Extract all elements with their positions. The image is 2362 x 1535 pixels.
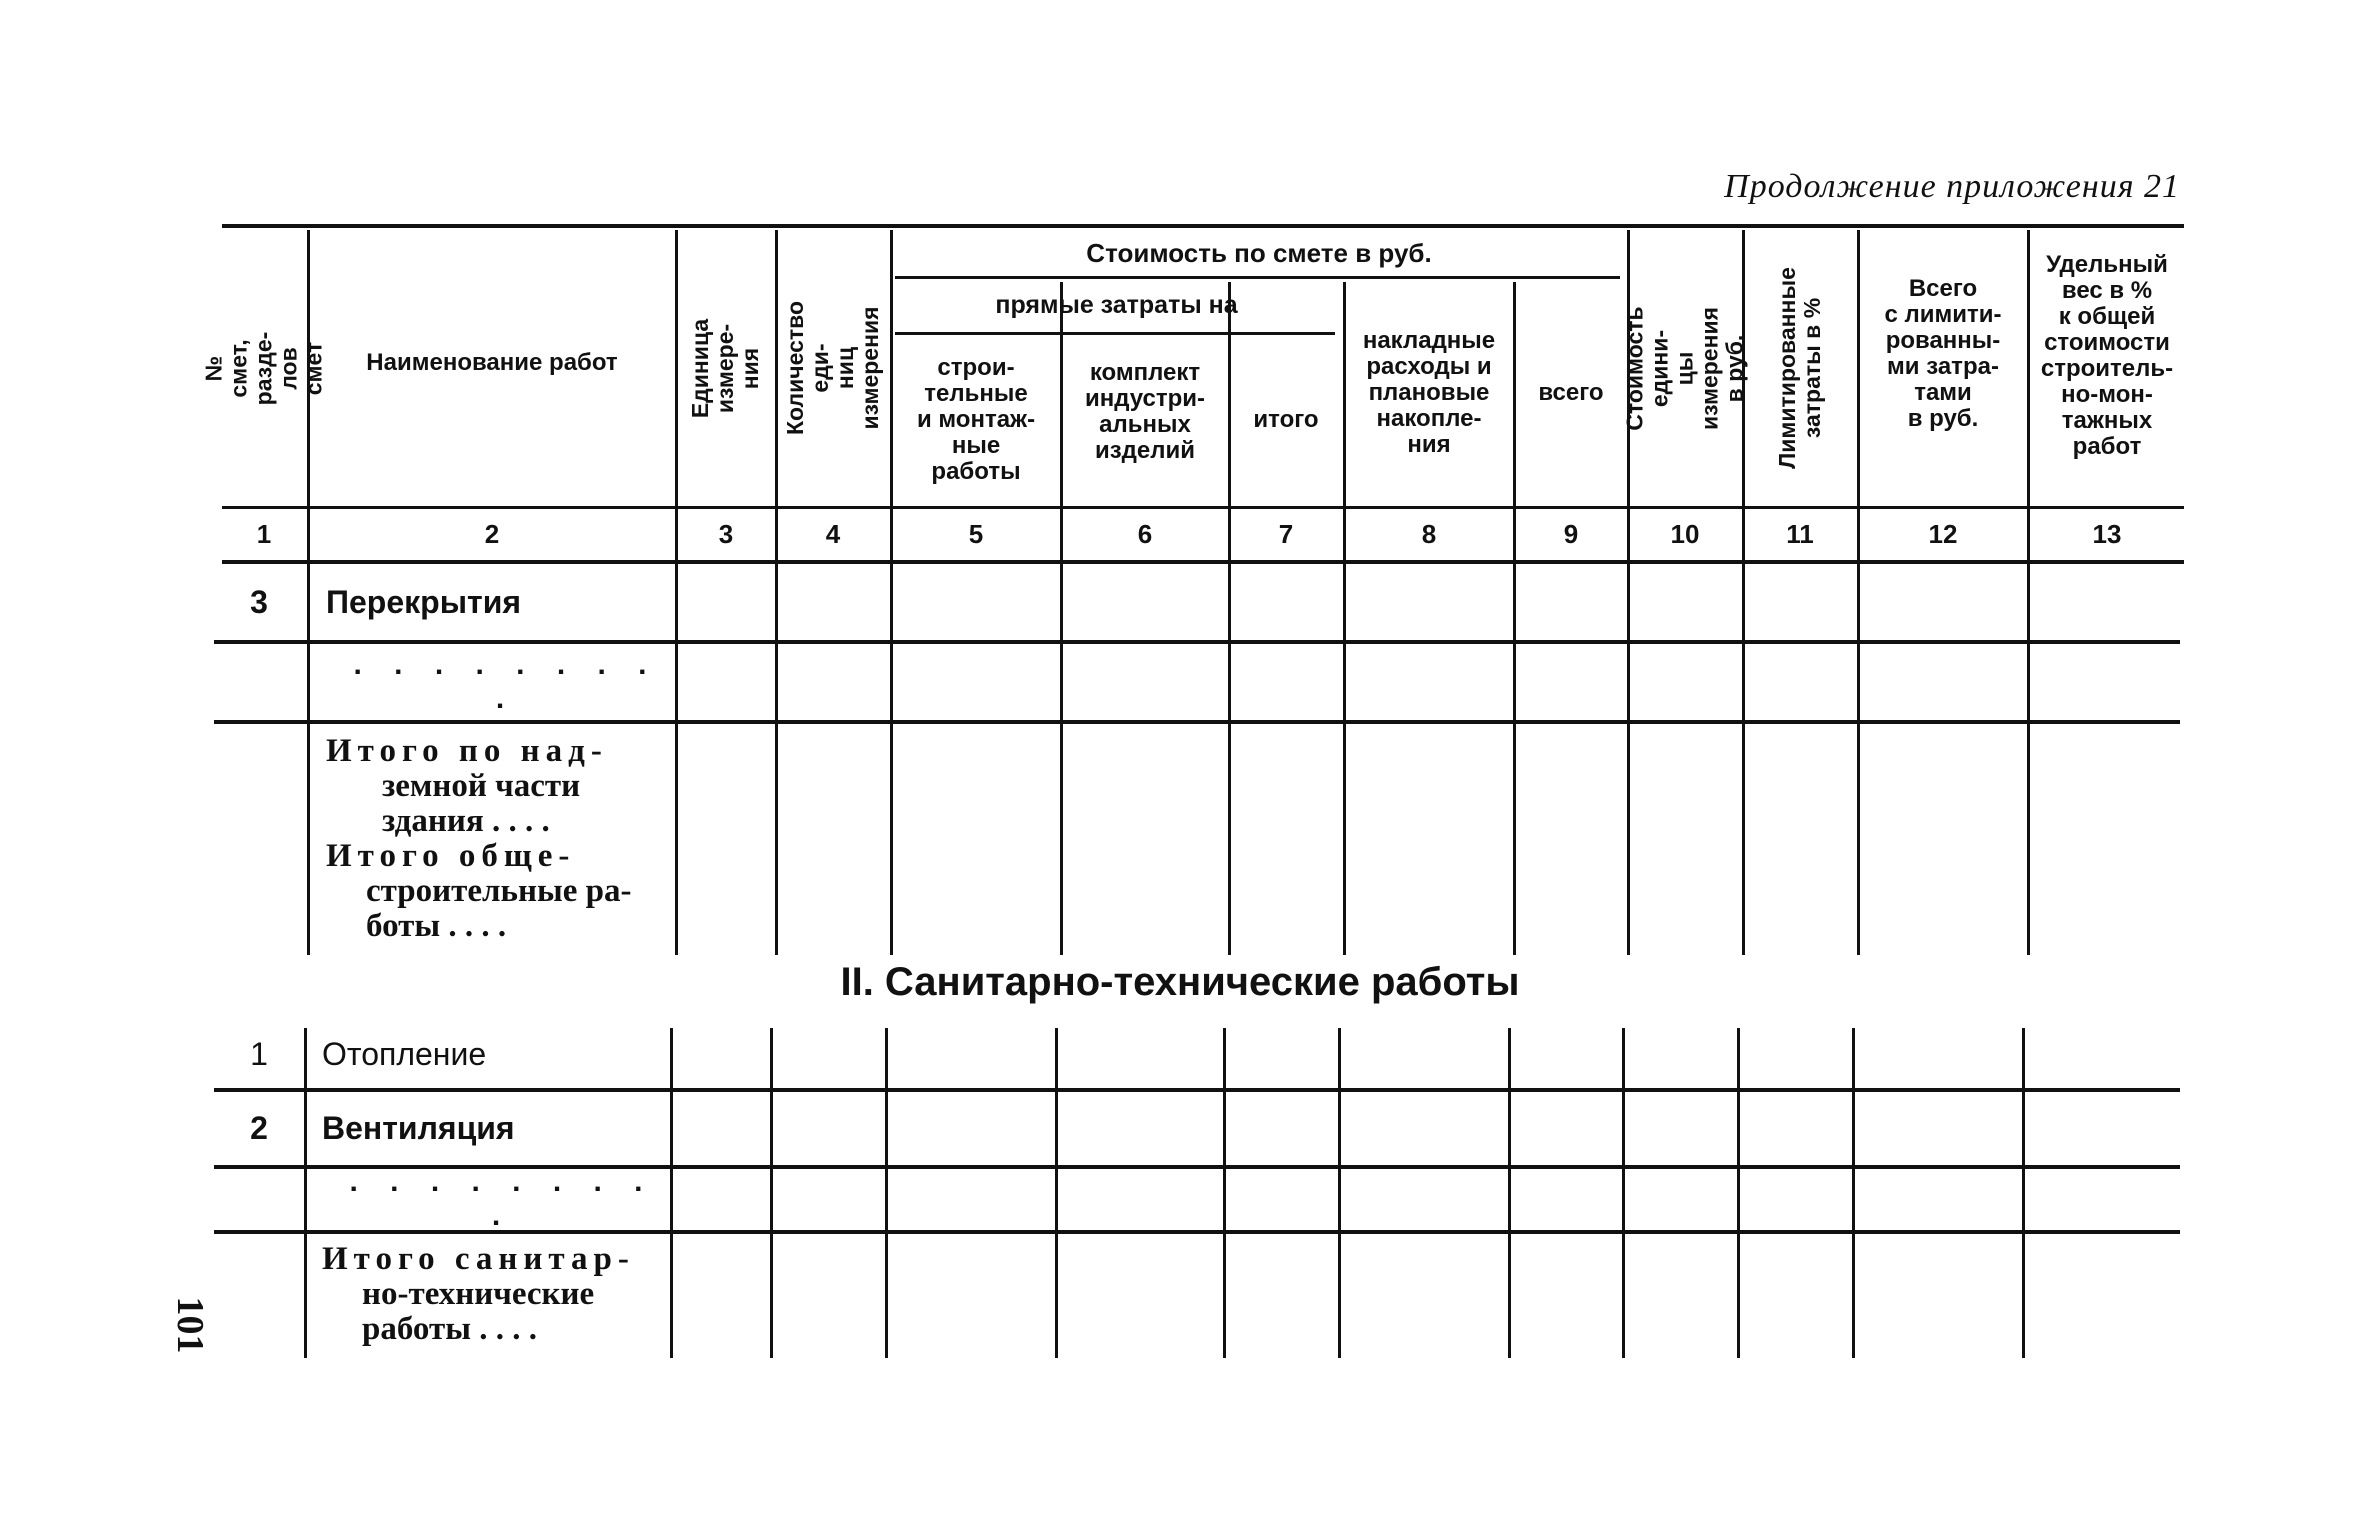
column-number: 10 <box>1670 518 1700 549</box>
header-unit-cost: Стоимость едини- цы измерения в руб. <box>1621 305 1748 431</box>
header-bottom-rule <box>222 506 2184 509</box>
row-work-name: Перекрытия <box>326 583 522 620</box>
col-sep-7-part2 <box>1338 1028 1341 1358</box>
col-sep-8-part2 <box>1508 1028 1511 1358</box>
col-sep-3-part2 <box>770 1028 773 1358</box>
header-share-percent: Удельный вес в % к общей стоимости строитель- но-мон- тажных работ <box>2040 251 2174 460</box>
col-sep-9-part2 <box>1622 1028 1625 1358</box>
row-section-number: 1 <box>250 1035 268 1072</box>
column-number: 4 <box>825 518 841 549</box>
column-number: 8 <box>1421 518 1437 549</box>
header-total-with-limited: Всего с лимити- рованны- ми затра- тами в руб. <box>1884 275 2002 432</box>
cost-group-rule <box>895 276 1620 279</box>
header-quantity: Количество еди- ниц измерения <box>782 300 884 436</box>
total-sanitary-technical <box>308 1236 664 1356</box>
column-number: 6 <box>1137 518 1153 549</box>
column-number: 7 <box>1278 518 1294 549</box>
total-line: строительные ра- <box>366 873 632 909</box>
col-sep-11-part2 <box>1852 1028 1855 1358</box>
col-sep-12-part2 <box>2022 1028 2025 1358</box>
col-sep-5-part2 <box>1055 1028 1058 1358</box>
total-aboveground-and-general <box>312 728 668 958</box>
header-construction-works: строи- тельные и монтаж- ные работы <box>916 354 1036 485</box>
appendix-caption: Продолжение приложения 21 <box>1724 168 2180 205</box>
total-line: Итого обще- <box>326 838 576 874</box>
total-line: Итого санитар- <box>322 1241 635 1277</box>
direct-group-rule <box>895 332 1335 335</box>
column-number: 13 <box>2092 518 2122 549</box>
row-rule-3 <box>214 1088 2180 1092</box>
column-number: 2 <box>484 518 500 549</box>
header-work-name: Наименование работ <box>366 349 618 376</box>
header-total: всего <box>1538 379 1604 406</box>
row-placeholder-dots: . . . . . . . . . <box>353 648 659 715</box>
total-line: земной части <box>382 768 581 804</box>
row-section-number <box>214 646 304 718</box>
total-line: боты . . . . <box>366 908 507 944</box>
page-number: 101 <box>169 1296 211 1354</box>
header-subtotal: итого <box>1253 406 1319 433</box>
column-number: 12 <box>1928 518 1958 549</box>
row-rule-1 <box>214 640 2180 644</box>
total-line: здания . . . . <box>382 803 550 839</box>
table-top-rule <box>222 224 2184 228</box>
header-industrial-kits: комплект индустри- альных изделий <box>1084 359 1206 464</box>
column-number: 1 <box>256 518 272 549</box>
col-sep-6-part2 <box>1223 1028 1226 1358</box>
col-sep-2-part2 <box>670 1028 673 1358</box>
column-number: 11 <box>1786 518 1814 549</box>
header-direct-costs: прямые затраты на <box>995 291 1238 319</box>
column-number: 3 <box>718 518 734 549</box>
column-number: 9 <box>1563 518 1579 549</box>
row-placeholder-dots: . . . . . . . . . <box>349 1165 655 1232</box>
column-number-rule <box>222 560 2184 564</box>
col-sep-10-part2 <box>1737 1028 1740 1358</box>
total-line: Итого по над- <box>326 733 608 769</box>
row-section-number <box>214 1170 304 1228</box>
section-title: II. Санитарно-технические работы <box>840 960 1520 1004</box>
column-number: 5 <box>968 518 984 549</box>
row-section-number: 2 <box>250 1109 268 1146</box>
header-limited-costs-percent: Лимитированные затраты в % <box>1774 267 1825 469</box>
col-sep-1-part2 <box>304 1028 307 1358</box>
header-overhead: накладные расходы и плановые накопле- ния <box>1362 327 1496 458</box>
row-section-number: 3 <box>250 583 268 620</box>
row-work-name: Отопление <box>322 1035 487 1072</box>
total-line: работы . . . . <box>362 1311 537 1347</box>
col-sep-4-part2 <box>885 1028 888 1358</box>
row-work-name: Вентиляция <box>322 1109 515 1146</box>
header-estimate-number: № смет, разде- лов смет <box>200 331 327 405</box>
header-cost-group: Стоимость по смете в руб. <box>1086 238 1432 268</box>
total-line: но-технические <box>362 1276 595 1312</box>
row-rule-2 <box>214 720 2180 724</box>
header-unit: Единица измере- ния <box>687 318 764 418</box>
